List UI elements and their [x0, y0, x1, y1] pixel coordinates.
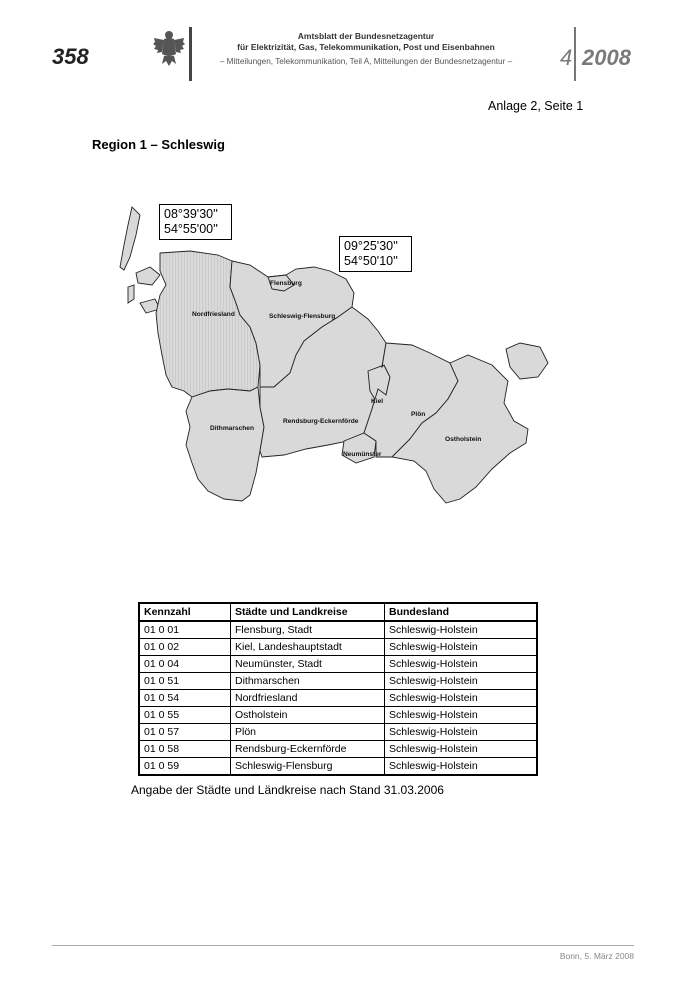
journal-title: Amtsblatt der Bundesnetzagentur [297, 31, 435, 41]
table-cell: Schleswig-Holstein [385, 741, 538, 758]
table-cell: Dithmarschen [231, 673, 385, 690]
table-cell: Schleswig-Holstein [385, 707, 538, 724]
map-label-rendsburg: Rendsburg-Eckernförde [283, 418, 359, 425]
table-row [139, 707, 537, 724]
table-cell: Schleswig-Holstein [385, 673, 538, 690]
table-row [139, 656, 537, 673]
table-cell: Schleswig-Holstein [385, 690, 538, 707]
column-header: Kennzahl [139, 603, 231, 621]
table-cell: Plön [231, 724, 385, 741]
table-row [139, 758, 537, 776]
table-header-row [139, 603, 537, 621]
map-label-neumuenster: Neumünster [343, 451, 382, 458]
source-note: Angabe der Städte und Ländkreise nach Stand 31.03.2006 [131, 783, 444, 797]
table-cell: 01 0 58 [139, 741, 231, 758]
island-amrum [128, 285, 134, 303]
table-cell: 01 0 02 [139, 639, 231, 656]
coordinate-latitude: 54°55'00'' [164, 222, 218, 236]
map-label-nordfriesland: Nordfriesland [192, 311, 235, 318]
footer-date: Bonn, 5. März 2008 [559, 951, 634, 961]
table-cell: 01 0 51 [139, 673, 231, 690]
table-cell: Ostholstein [231, 707, 385, 724]
map-label-schleswig-flensburg: Schleswig-Flensburg [269, 313, 336, 320]
coordinate-longitude: 08°39'30'' [164, 207, 218, 221]
federal-eagle-icon [152, 28, 186, 68]
annex-label: Anlage 2, Seite 1 [488, 99, 584, 113]
table-cell: 01 0 04 [139, 656, 231, 673]
table-cell: Rendsburg-Eckernförde [231, 741, 385, 758]
district-code-table [138, 602, 538, 776]
column-header: Bundesland [385, 603, 538, 621]
table-cell: 01 0 01 [139, 621, 231, 639]
table-cell: Schleswig-Holstein [385, 724, 538, 741]
table-cell: Schleswig-Holstein [385, 656, 538, 673]
table-row [139, 741, 537, 758]
table-cell: Kiel, Landeshauptstadt [231, 639, 385, 656]
island-fehmarn [506, 343, 548, 379]
table-cell: 01 0 54 [139, 690, 231, 707]
island-sylt [120, 207, 140, 270]
table-cell: 01 0 57 [139, 724, 231, 741]
map-label-flensburg: Flensburg [270, 280, 302, 287]
journal-title-line2: für Elektrizität, Gas, Telekommunikation, Post und Eisenbahnen [237, 42, 495, 52]
district-dithmarschen [186, 387, 264, 501]
issue-divider [574, 27, 576, 81]
map-label-ploen: Plön [411, 411, 426, 418]
issue-year: 2008 [582, 45, 631, 70]
table-cell: 01 0 55 [139, 707, 231, 724]
table-row [139, 724, 537, 741]
table-cell: Schleswig-Holstein [385, 639, 538, 656]
table-cell: Flensburg, Stadt [231, 621, 385, 639]
page-number: 358 [52, 44, 89, 69]
table-row [139, 690, 537, 707]
footer-divider [52, 945, 634, 946]
table-cell: Nordfriesland [231, 690, 385, 707]
coordinate-box-east [339, 236, 412, 272]
map-label-kiel: Kiel [371, 398, 384, 405]
region-title: Region 1 – Schleswig [92, 137, 225, 152]
coordinate-box-west [159, 204, 232, 240]
map-label-ostholstein: Ostholstein [445, 436, 482, 443]
coordinate-latitude: 54°50'10'' [344, 254, 398, 268]
map-label-dithmarschen: Dithmarschen [210, 425, 254, 432]
island-foehr [136, 267, 160, 285]
table-cell: Schleswig-Holstein [385, 758, 538, 776]
table-cell: Schleswig-Holstein [385, 621, 538, 639]
journal-subtitle: – Mitteilungen, Telekommunikation, Teil A, Mitteilungen der Bundesnetzagentur – [219, 57, 513, 66]
table-cell: Neumünster, Stadt [231, 656, 385, 673]
table-row [139, 639, 537, 656]
table-row [139, 673, 537, 690]
coordinate-longitude: 09°25'30'' [344, 239, 398, 253]
table-row [139, 621, 537, 639]
issue-number: 4 [560, 45, 573, 70]
table-cell: 01 0 59 [139, 758, 231, 776]
table-cell: Schleswig-Flensburg [231, 758, 385, 776]
header-divider [189, 27, 192, 81]
column-header: Städte und Landkreise [231, 603, 385, 621]
